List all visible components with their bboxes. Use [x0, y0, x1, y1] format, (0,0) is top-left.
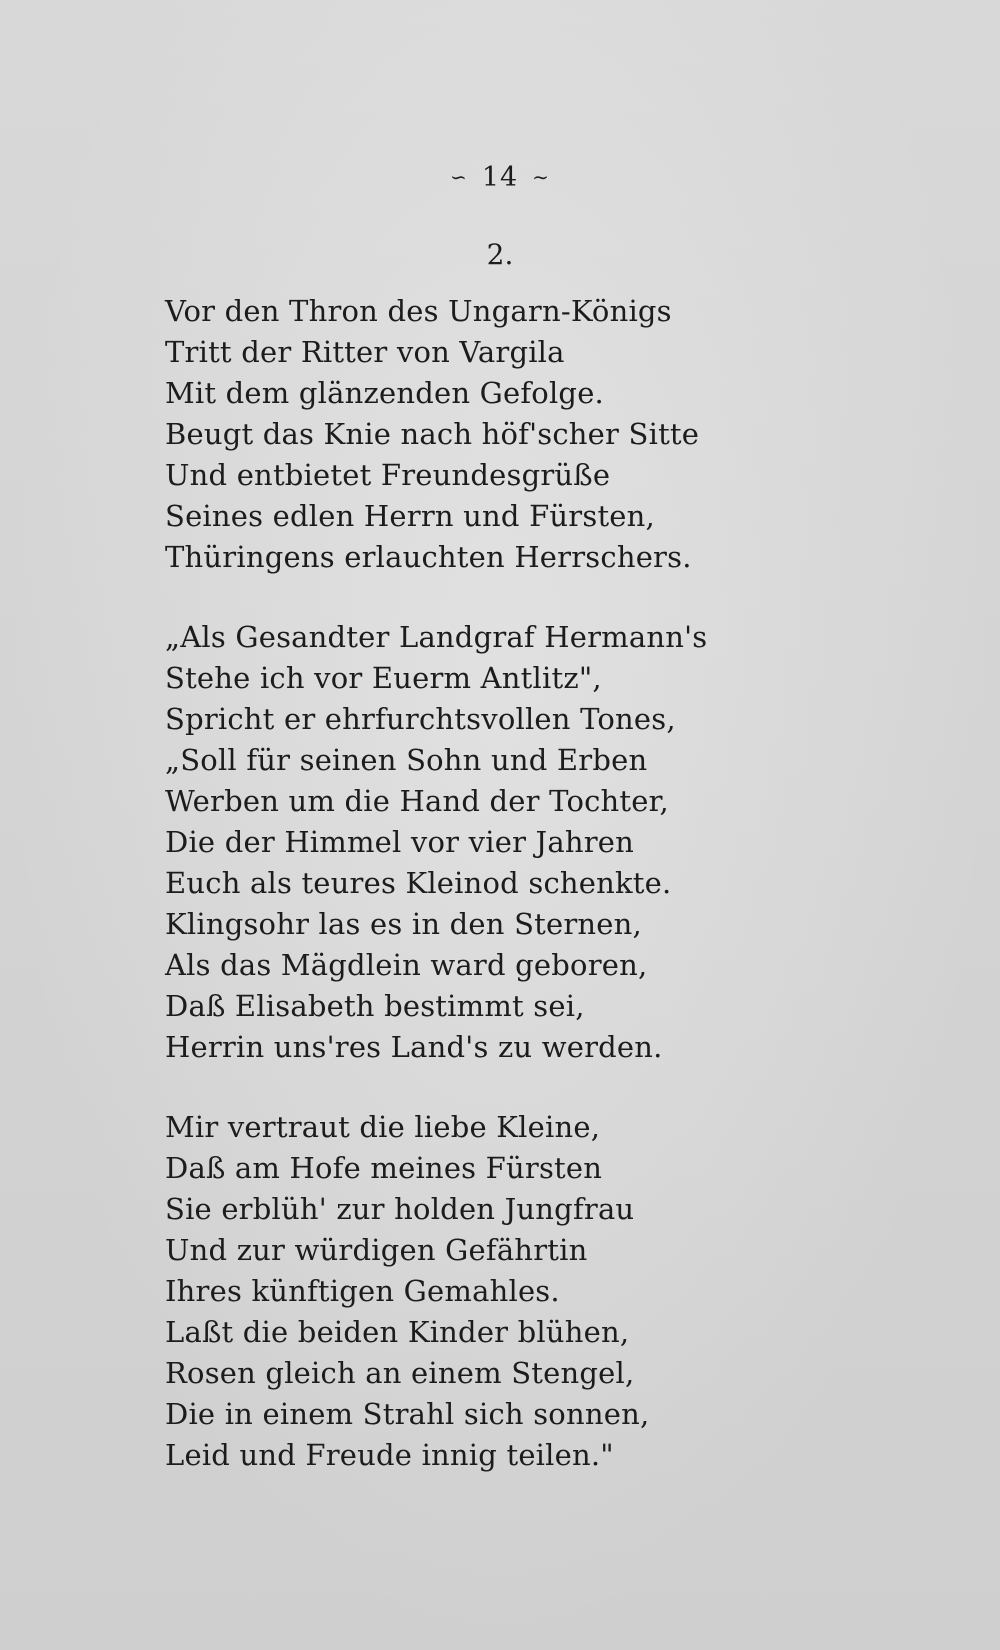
stanza-3: [165, 1107, 905, 1476]
verse-line: Herrin uns'res Land's zu werden.: [165, 1030, 663, 1064]
verse-line: „Als Gesandter Landgraf Hermann's: [165, 620, 708, 654]
stanza-1: [165, 291, 905, 578]
verse-line: „Soll für seinen Sohn und Erben: [165, 743, 648, 777]
verse-line: Ihres künftigen Gemahles.: [165, 1274, 560, 1308]
stanza-2: [165, 617, 905, 1068]
verse-line: Leid und Freude innig teilen.": [165, 1438, 614, 1472]
verse-line: Mit dem glänzenden Gefolge.: [165, 376, 604, 410]
poem-number: 2.: [486, 238, 514, 271]
verse-line: Sie erblüh' zur holden Jungfrau: [165, 1192, 635, 1226]
verse-line: Seines edlen Herrn und Fürsten,: [165, 499, 655, 533]
verse-line: Vor den Thron des Ungarn-Königs: [165, 294, 672, 328]
verse-line: Und entbietet Freundesgrüße: [165, 458, 611, 492]
ornament-right-icon: ∼: [532, 165, 550, 189]
verse-line: Werben um die Hand der Tochter,: [165, 784, 669, 818]
verse-line: Klingsohr las es in den Sternen,: [165, 907, 642, 941]
verse-line: Rosen gleich an einem Stengel,: [165, 1356, 635, 1390]
verse-line: Stehe ich vor Euerm Antlitz",: [165, 661, 602, 695]
verse-line: Die der Himmel vor vier Jahren: [165, 825, 635, 859]
verse-line: Die in einem Strahl sich sonnen,: [165, 1397, 650, 1431]
verse-line: Thüringens erlauchten Herrschers.: [165, 540, 692, 574]
verse-line: Tritt der Ritter von Vargila: [165, 335, 565, 369]
page-number: 14: [481, 162, 519, 193]
verse-line: Euch als teures Kleinod schenkte.: [165, 866, 672, 900]
page-header: [0, 162, 1000, 193]
verse-line: Daß Elisabeth bestimmt sei,: [165, 989, 585, 1023]
verse-line: Laßt die beiden Kinder blühen,: [165, 1315, 630, 1349]
verse-line: Und zur würdigen Gefährtin: [165, 1233, 588, 1267]
verse-line: Spricht er ehrfurchtsvollen Tones,: [165, 702, 676, 736]
verse-line: Als das Mägdlein ward geboren,: [165, 948, 648, 982]
verse-line: Beugt das Knie nach höf'scher Sitte: [165, 417, 700, 451]
verse-line: Daß am Hofe meines Fürsten: [165, 1151, 603, 1185]
verse-line: Mir vertraut die liebe Kleine,: [165, 1110, 601, 1144]
ornament-left-icon: ∽: [450, 165, 468, 189]
